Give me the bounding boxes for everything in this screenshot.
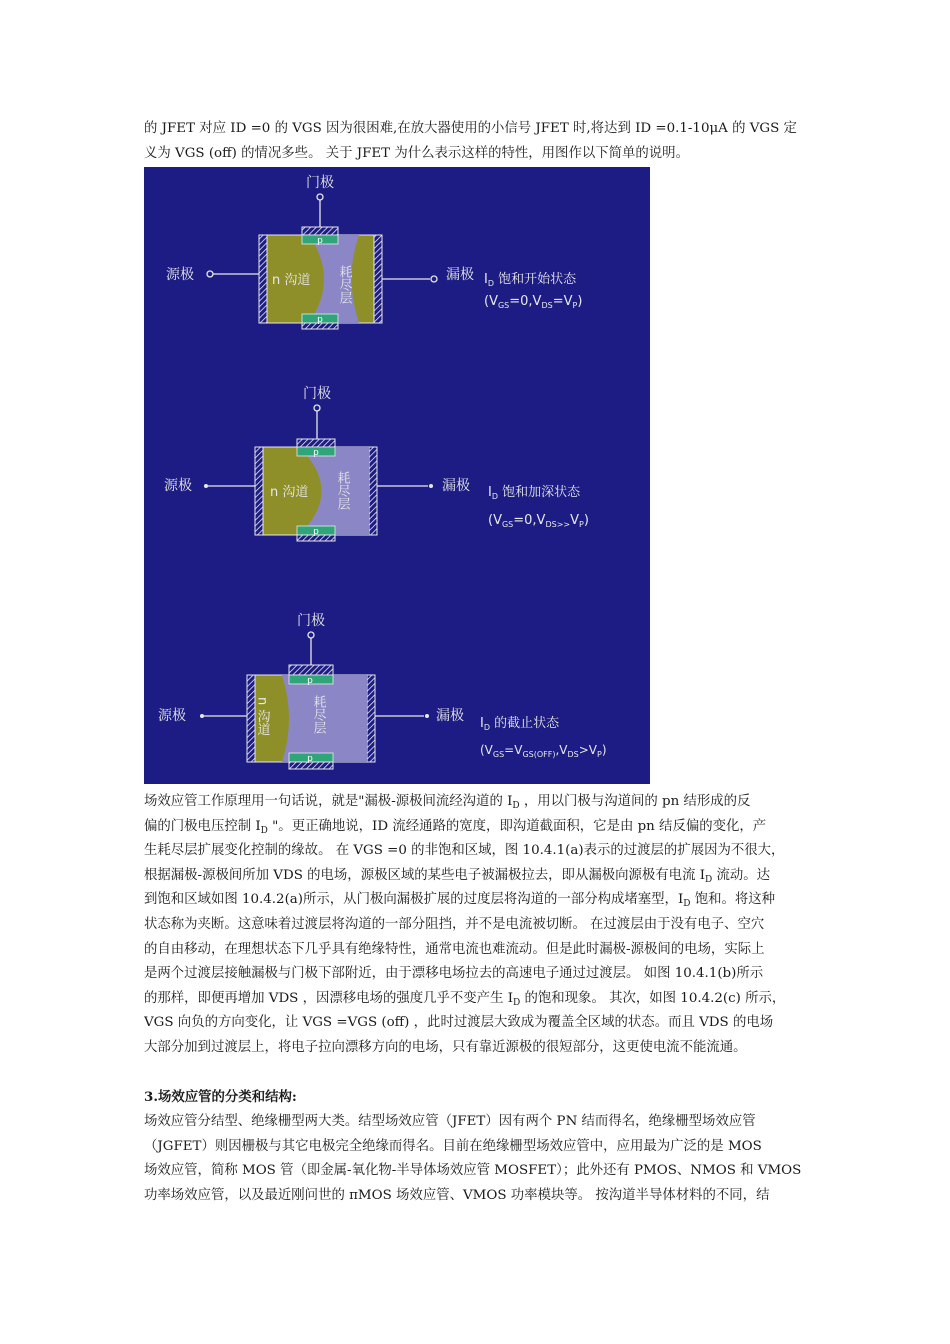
text-line: VGS 向负的方向变化，让 VGS =VGS (off) ，此时过渡层大致成为覆盖全区域的状态。而且 VDS 的电场 xyxy=(144,1015,774,1031)
text-line: 的自由移动，在理想状态下几乎具有绝缘特性，通常电流也难流动。但是此时漏极-源极间的电场，实际上 xyxy=(144,941,765,957)
section-heading xyxy=(144,1086,297,1105)
middle-paragraph xyxy=(144,790,808,1061)
text-line: 大部分加到过渡层上，将电子拉向漂移方向的电场，只有靠近源极的很短部分，这更使电流不能流通。 xyxy=(144,1039,747,1055)
condition-label: $(V_{GS}=0,V_{DS}=V_P)$ xyxy=(484,294,583,310)
condition-label: $(V_{GS}=0,V_{DS>>}V_P)$ xyxy=(488,513,589,529)
top-paragraph xyxy=(144,117,808,166)
text-line: 生耗尽层扩展变化控制的缘故。 在 VGS =0 的非饱和区域，图 10.4.1(a)表示的过渡层的扩展因为不很大， xyxy=(144,843,785,859)
gate-label: 门极 xyxy=(297,613,325,629)
channel-label: n 沟道 xyxy=(272,273,311,288)
text-line: 功率场效应管，以及最近刚问世的 πMOS 场效应管、VMOS 功率模块等。 按沟道半导体材料的不同，结 xyxy=(144,1187,770,1203)
text-line: 的那样，即便再增加 VDS ，因漂移电场的强度几乎不变产生 $I_D$ 的饱和现象。 其次，如图 10.4.2(c) 所示， xyxy=(144,990,786,1008)
text-line: 到饱和区域如图 10.4.2(a)所示，从门极向漏极扩展的过度层将沟道的一部分构成堵塞型，$I_D$ 饱和。将这种 xyxy=(144,892,776,910)
svg-text:漏极: 漏极 xyxy=(436,708,464,724)
svg-text:p: p xyxy=(317,315,323,325)
condition-label: $(V_{GS}=V_{GS(OFF)},V_{DS}>V_P)$ xyxy=(480,743,607,759)
svg-text:耗尽层: 耗尽层 xyxy=(310,695,326,734)
text-line: 状态称为夹断。这意味着过渡层将沟道的一部分阻挡，并不是电流被切断。 在过渡层由于没有电子、空穴 xyxy=(144,916,765,932)
state-label: $I_D$ 饱和开始状态 xyxy=(484,272,577,288)
drain-contact xyxy=(374,235,382,323)
state-label: $I_D$ 饱和加深状态 xyxy=(488,485,581,501)
svg-text:耗尽层: 耗尽层 xyxy=(334,471,350,510)
svg-text:p: p xyxy=(307,754,313,764)
text-line: 的 JFET 对应 ID =0 的 VGS 因为很困难,在放大器使用的小信号 JFET 时,将达到 ID =0.1-10μA 的 VGS 定 xyxy=(144,121,797,136)
svg-text:源极: 源极 xyxy=(158,708,186,724)
text-line: 场效应管分结型、绝缘栅型两大类。结型场效应管（JFET）因有两个 PN 结而得名，绝缘栅型场效应管 xyxy=(144,1114,756,1129)
svg-text:n 沟道: n 沟道 xyxy=(254,697,270,736)
state-label: $I_D$ 的截止状态 xyxy=(480,716,560,732)
figure-background xyxy=(144,167,650,784)
depletion-label: 耗尽层 xyxy=(336,265,352,304)
section-number: 3. xyxy=(144,1089,158,1105)
text-line: 义为 VGS (off) 的情况多些。 关于 JFET 为什么表示这样的特性，用图作以下简单的说明。 xyxy=(144,145,689,161)
svg-text:p: p xyxy=(317,236,323,246)
svg-text:p: p xyxy=(307,676,313,686)
svg-text:p: p xyxy=(313,448,319,458)
svg-text:n 沟道: n 沟道 xyxy=(270,485,309,500)
jfet-operation-figure xyxy=(144,167,650,784)
text-line: 偏的门极电压控制 $I_D$ "。更正确地说，ID 流经通路的宽度，即沟道截面积，它是由 pn 结反偏的变化，产 xyxy=(144,818,767,836)
source-label: 源极 xyxy=(166,267,194,283)
text-line: 场效应管，简称 MOS 管（即金属-氧化物-半导体场效应管 MOSFET）；此外还有 PMOS、NMOS 和 VMOS xyxy=(144,1163,802,1179)
drain-label: 漏极 xyxy=(446,267,474,283)
gate-label: 门极 xyxy=(306,175,334,191)
text-line: 场效应管工作原理用一句话说，就是"漏极-源极间流经沟道的 $I_D$ ，用以门极与沟道间的 pn 结形成的反 xyxy=(144,794,751,811)
svg-text:源极: 源极 xyxy=(164,478,192,494)
svg-text:漏极: 漏极 xyxy=(442,478,470,494)
gate-label: 门极 xyxy=(303,386,331,402)
bottom-paragraph xyxy=(144,1110,808,1208)
text-line: （JGFET）则因栅极与其它电极完全绝缘而得名。目前在绝缘栅型场效应管中，应用最为广泛的是 MOS xyxy=(144,1138,762,1154)
source-contact xyxy=(259,235,267,323)
section-title: 场效应管的分类和结构: xyxy=(157,1089,297,1105)
svg-text:p: p xyxy=(313,527,319,537)
text-line: 是两个过渡层接触漏极与门极下部附近，由于漂移电场拉去的高速电子通过过渡层。 如图 10.4.1(b)所示 xyxy=(144,966,764,982)
text-line: 根据漏极-源极间所加 VDS 的电场，源极区域的某些电子被漏极拉去，即从漏极向源极有电流 $I_D$ 流动。达 xyxy=(144,867,771,885)
